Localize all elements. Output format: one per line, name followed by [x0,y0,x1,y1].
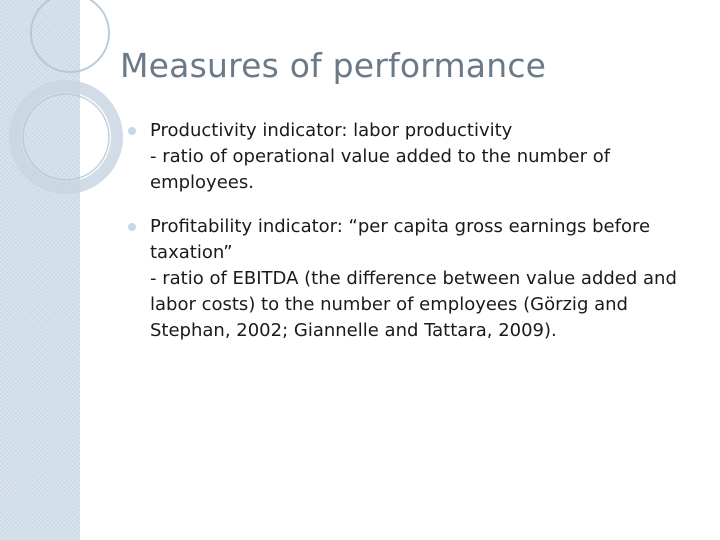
bullet-line: - ratio of operational value added to the number of [150,146,611,167]
bullet-line: Profitability indicator: “per capita gross earnings before [150,216,651,237]
bullet-item-productivity [128,118,698,196]
slide-title: Measures of performance [120,46,547,85]
bullet-dot-icon [128,223,136,231]
bullet-line: Productivity indicator: labor productivity [150,120,513,141]
bullet-line: employees. [150,172,254,193]
side-band-decoration [0,0,80,540]
bullet-line: taxation” [150,242,233,263]
bullet-line: labor costs) to the number of employees (Görzig and [150,294,628,315]
bullet-item-profitability [128,214,698,344]
bullet-list [128,118,698,362]
bullet-dot-icon [128,127,136,135]
bullet-line: Stephan, 2002; Giannelle and Tattara, 2009). [150,320,557,341]
bullet-line: - ratio of EBITDA (the difference between value added and [150,268,677,289]
